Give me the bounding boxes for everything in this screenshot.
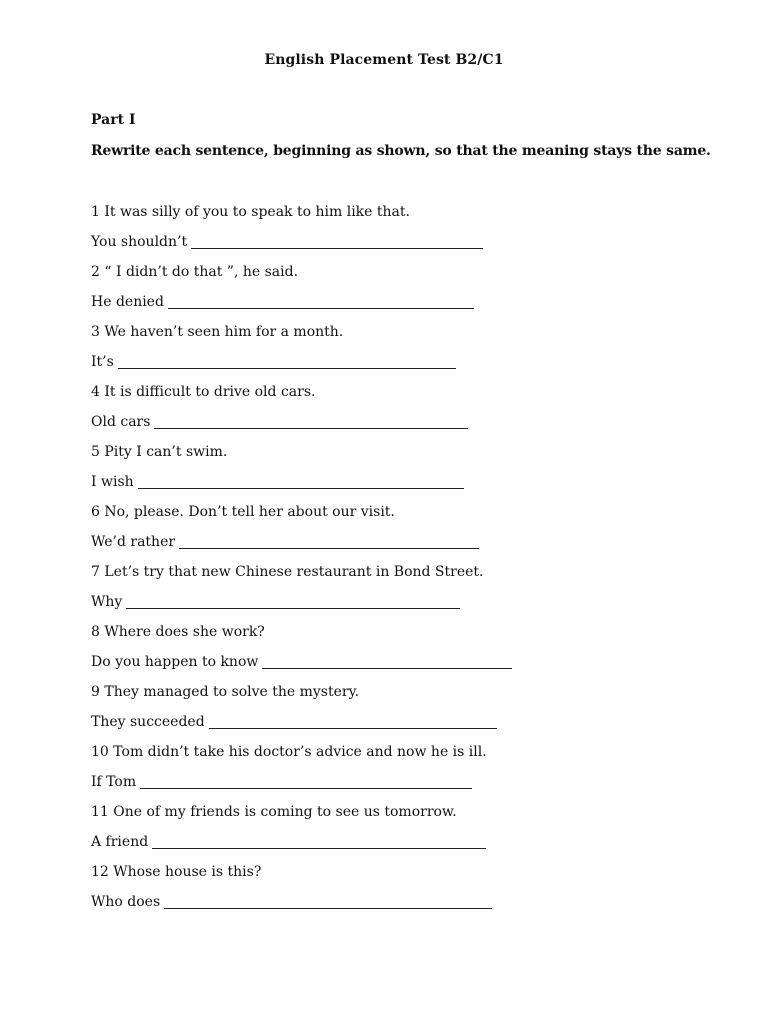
rewrite-line [91, 831, 711, 861]
rewrite-line [91, 591, 711, 621]
rewrite-lead: Do you happen to know [91, 654, 259, 670]
original-sentence: 6 No, please. Don’t tell her about our visit. [91, 504, 395, 520]
answer-blank[interactable] [262, 654, 512, 669]
answer-blank[interactable] [191, 234, 483, 249]
instruction-text: Rewrite each sentence, beginning as shown, so that the meaning stays the same. [91, 143, 711, 159]
original-sentence: 12 Whose house is this? [91, 864, 262, 880]
rewrite-line [91, 531, 711, 561]
exercise-item-8 [91, 621, 711, 681]
rewrite-lead: Who does [91, 894, 161, 910]
rewrite-line [91, 351, 711, 381]
rewrite-lead: You shouldn’t [91, 234, 188, 250]
exercise-item-5 [91, 441, 711, 501]
rewrite-line [91, 651, 711, 681]
answer-blank[interactable] [152, 834, 486, 849]
rewrite-line [91, 771, 711, 801]
rewrite-lead: I wish [91, 474, 134, 490]
answer-blank[interactable] [168, 294, 474, 309]
original-sentence: 1 It was silly of you to speak to him like that. [91, 204, 410, 220]
original-sentence: 7 Let’s try that new Chinese restaurant in Bond Street. [91, 564, 484, 580]
exercise-item-3 [91, 321, 711, 381]
exercise-item-9 [91, 681, 711, 741]
original-sentence: 5 Pity I can’t swim. [91, 444, 228, 460]
answer-blank[interactable] [140, 774, 472, 789]
rewrite-line [91, 291, 711, 321]
answer-blank[interactable] [164, 894, 492, 909]
part-heading: Part I [91, 112, 136, 128]
exercise-item-12 [91, 861, 711, 921]
rewrite-lead: A friend [91, 834, 149, 850]
exercise-list [91, 201, 711, 921]
answer-blank[interactable] [209, 714, 497, 729]
page-title: English Placement Test B2/C1 [264, 52, 504, 68]
rewrite-line [91, 711, 711, 741]
exercise-item-1 [91, 201, 711, 261]
exercise-item-2 [91, 261, 711, 321]
exercise-item-6 [91, 501, 711, 561]
rewrite-lead: Old cars [91, 414, 151, 430]
exercise-item-11 [91, 801, 711, 861]
answer-blank[interactable] [154, 414, 468, 429]
original-sentence: 11 One of my friends is coming to see us tomorrow. [91, 804, 457, 820]
rewrite-line [91, 231, 711, 261]
answer-blank[interactable] [126, 594, 460, 609]
rewrite-lead: He denied [91, 294, 164, 310]
original-sentence: 8 Where does she work? [91, 624, 265, 640]
exercise-item-10 [91, 741, 711, 801]
original-sentence: 2 “ I didn’t do that ”, he said. [91, 264, 299, 280]
rewrite-line [91, 471, 711, 501]
answer-blank[interactable] [179, 534, 479, 549]
rewrite-lead: We’d rather [91, 534, 176, 550]
original-sentence: 9 They managed to solve the mystery. [91, 684, 360, 700]
rewrite-lead: It’s [91, 354, 114, 370]
rewrite-line [91, 891, 711, 921]
exercise-item-4 [91, 381, 711, 441]
exercise-item-7 [91, 561, 711, 621]
original-sentence: 4 It is difficult to drive old cars. [91, 384, 316, 400]
rewrite-lead: Why [91, 594, 123, 610]
rewrite-lead: They succeeded [91, 714, 205, 730]
rewrite-lead: If Tom [91, 774, 137, 790]
answer-blank[interactable] [138, 474, 464, 489]
rewrite-line [91, 411, 711, 441]
answer-blank[interactable] [118, 354, 456, 369]
original-sentence: 3 We haven’t seen him for a month. [91, 324, 344, 340]
original-sentence: 10 Tom didn’t take his doctor’s advice and now he is ill. [91, 744, 487, 760]
